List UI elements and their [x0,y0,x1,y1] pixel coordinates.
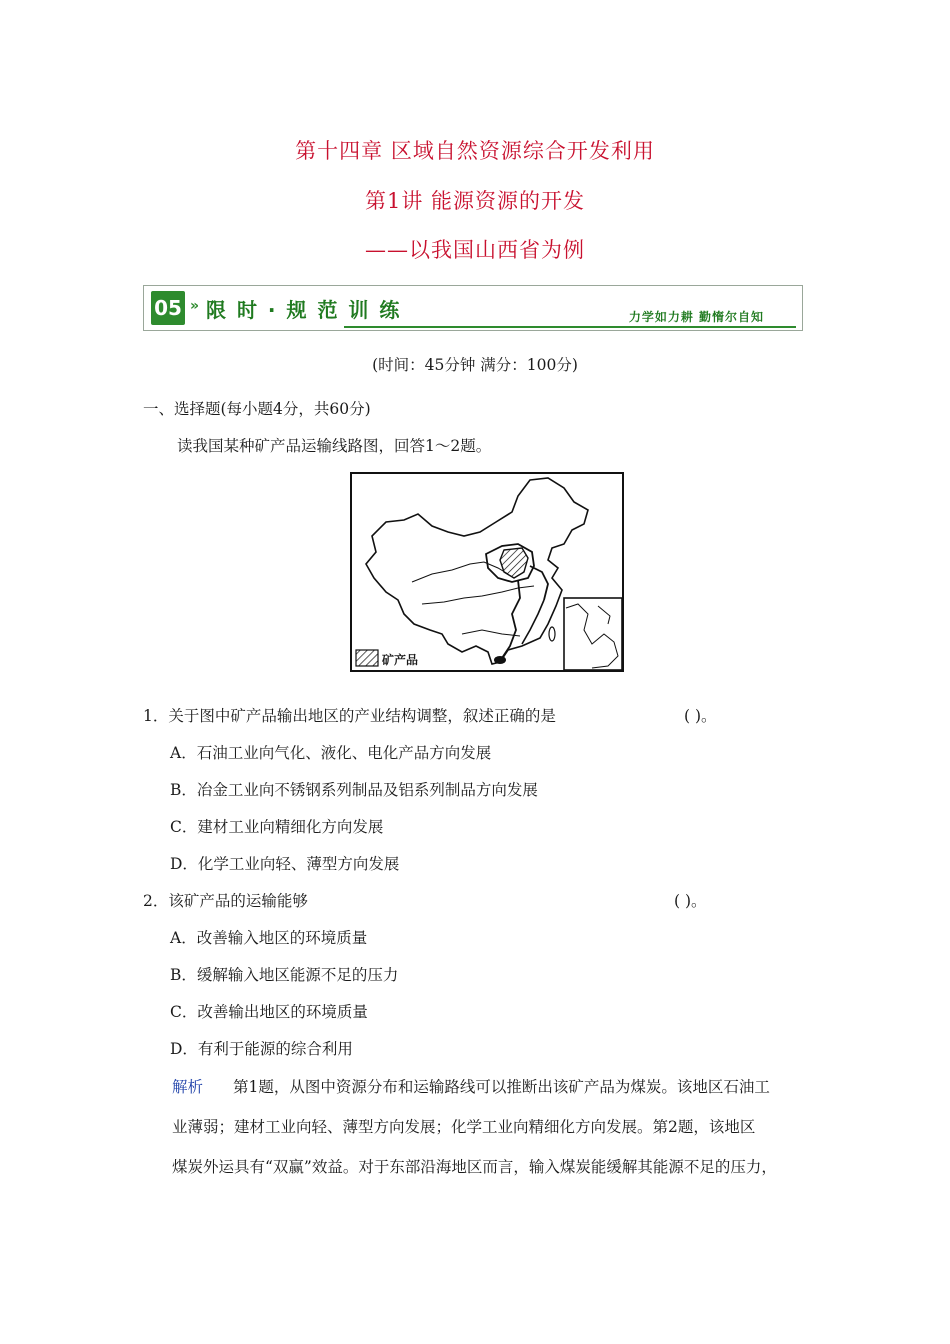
question-1-stem: 1．关于图中矿产品输出地区的产业结构调整，叙述正确的是 [143,707,556,725]
question-2-stem: 2．该矿产品的运输能够 [143,892,308,910]
analysis-text-1: 第1题，从图中资源分布和运输路线可以推断出该矿产品为煤炭。该地区石油工 [233,1078,770,1096]
transport-route-east [530,566,548,600]
river-yangtze [422,586,534,604]
banner-title: 限 时 · 规 范 训 练 [206,298,402,322]
question-1-option-c: C．建材工业向精细化方向发展 [170,818,384,836]
china-map-figure [352,474,622,670]
hainan-island [494,656,506,664]
chevron-icon: » [190,298,200,314]
question-1-option-a: A．石油工业向气化、液化、电化产品方向发展 [170,744,492,762]
question-2-option-a: A．改善输入地区的环境质量 [170,929,368,947]
legend-label: 矿产品 [382,653,419,667]
south-sea-inset [564,598,622,670]
chapter-title: 第十四章 区域自然资源综合开发利用 [295,139,655,163]
question-1-option-d: D．化学工业向轻、薄型方向发展 [170,855,400,873]
question-2-option-c: C．改善输出地区的环境质量 [170,1003,368,1021]
question-1-answer-paren: ( )。 [684,707,717,725]
analysis-line-1 [172,1075,770,1097]
river-yellow [412,562,508,582]
analysis-line-2: 业薄弱；建材工业向轻、薄型方向发展；化学工业向精细化方向发展。第2题，该地区 [172,1118,756,1136]
analysis-line-3: 煤炭外运具有“双赢”效益。对于东部沿海地区而言，输入煤炭能缓解其能源不足的压力， [172,1158,777,1176]
taiwan-island [549,627,555,641]
question-2-option-b: B．缓解输入地区能源不足的压力 [170,966,399,984]
mineral-region [500,548,528,578]
banner-motto: 力学如力耕 勤惰尔自知 [628,310,764,324]
section-heading: 一、选择题(每小题4分，共60分) [143,400,371,418]
exam-info: (时间：45分钟 满分：100分) [372,356,578,374]
banner-rule [344,326,796,328]
question-2-answer-paren: ( )。 [674,892,707,910]
river-pearl [462,630,520,636]
question-1-option-b: B．冶金工业向不锈钢系列制品及铝系列制品方向发展 [170,781,538,799]
mineral-transport-map [350,472,624,672]
lecture-title: 第1讲 能源资源的开发 [364,189,586,213]
legend-swatch [356,650,378,666]
analysis-label: 解析 [172,1078,204,1096]
question-2-option-d: D．有利于能源的综合利用 [170,1040,353,1058]
practice-banner [143,285,803,331]
lecture-subtitle: ——以我国山西省为例 [365,238,585,262]
banner-number-badge: 05 [151,291,185,325]
section-instruction: 读我国某种矿产品运输线路图，回答1～2题。 [177,437,492,455]
